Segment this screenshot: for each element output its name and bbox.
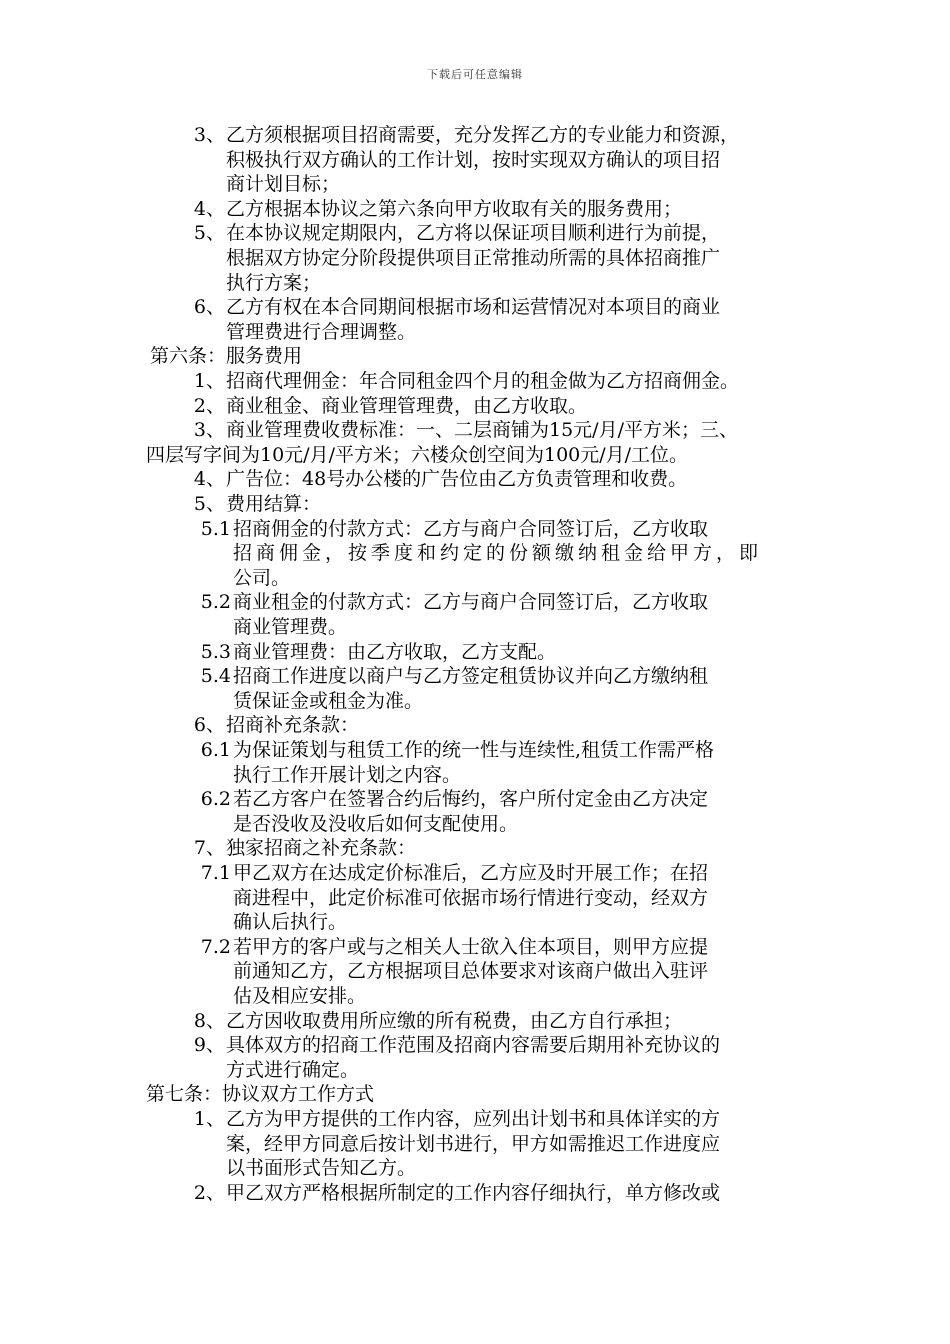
- sub-item-number: 5.1: [200, 517, 231, 540]
- paragraph-line: 招商工作进度以商户与乙方签定租赁协议并向乙方缴纳租: [233, 665, 709, 688]
- item-number: 3、: [193, 419, 225, 442]
- item-number: 2、: [193, 1181, 225, 1204]
- paragraph-line: 商业管理费：由乙方收取，乙方支配。: [233, 640, 557, 663]
- paragraph-line: 确认后执行。: [233, 911, 348, 934]
- paragraph-line: 招商补充条款：: [226, 714, 360, 737]
- item-number: 5、: [193, 493, 225, 515]
- paragraph-line: 独家招商之补充条款：: [226, 837, 417, 860]
- sub-item-number: 5.3: [200, 640, 231, 663]
- paragraph-line: 乙方有权在本合同期间根据市场和运营情况对本项目的商业: [226, 296, 721, 319]
- paragraph-line: 若乙方客户在签署合约后悔约，客户所付定金由乙方决定: [233, 788, 709, 811]
- paragraph-line: 执行工作开展计划之内容。: [233, 763, 462, 786]
- paragraph-line: 为保证策划与租赁工作的统一性与连续性,租赁工作需严格: [233, 739, 715, 761]
- paragraph-line: 广告位：48号办公楼的广告位由乙方负责管理和收费。: [226, 468, 688, 491]
- item-number: 9、: [193, 1034, 225, 1057]
- paragraph-line: 招商佣金，按季度和约定的份额缴纳租金给甲方，即: [233, 542, 763, 565]
- paragraph-line: 具体双方的招商工作范围及招商内容需要后期用补充协议的: [226, 1034, 721, 1057]
- sub-item-number: 7.2: [200, 935, 231, 958]
- sub-item-number: 6.1: [200, 739, 231, 761]
- section-heading: 第七条：协议双方工作方式: [146, 1083, 375, 1106]
- paragraph-line: 甲乙双方在达成定价标准后，乙方应及时开展工作；在招: [233, 862, 709, 884]
- paragraph-line: 商进程中，此定价标准可依据市场行情进行变动，经双方: [233, 886, 709, 909]
- paragraph-line: 管理费进行合理调整。: [226, 320, 417, 343]
- page-header: 下载后可任意编辑: [427, 68, 523, 81]
- paragraph-line: 是否没收及没收后如何支配使用。: [233, 812, 519, 835]
- paragraph-line: 商计划目标；: [226, 173, 341, 196]
- section-heading: 第六条：服务费用: [150, 345, 303, 368]
- paragraph-line: 乙方为甲方提供的工作内容，应列出计划书和具体详实的方: [226, 1108, 721, 1130]
- paragraph-line: 商业管理费收费标准：一、二层商铺为15元/月/平方米；三、: [226, 419, 738, 442]
- item-number: 1、: [193, 1108, 225, 1130]
- paragraph-line: 甲乙双方严格根据所制定的工作内容仔细执行，单方修改或: [226, 1181, 721, 1204]
- paragraph-line: 估及相应安排。: [233, 985, 367, 1007]
- sub-item-number: 6.2: [200, 788, 231, 811]
- item-number: 6、: [193, 714, 225, 737]
- item-number: 6、: [193, 296, 225, 319]
- paragraph-line: 以书面形式告知乙方。: [226, 1157, 417, 1180]
- paragraph-line: 赁保证金或租金为准。: [233, 689, 424, 712]
- paragraph-line: 乙方须根据项目招商需要，充分发挥乙方的专业能力和资源，: [226, 124, 740, 146]
- paragraph-line: 费用结算：: [226, 493, 322, 515]
- item-number: 2、: [193, 394, 225, 417]
- paragraph-line: 乙方因收取费用所应缴的所有税费，由乙方自行承担；: [226, 1009, 683, 1032]
- paragraph-line: 招商代理佣金：年合同租金四个月的租金做为乙方招商佣金。: [226, 370, 740, 392]
- item-number: 5、: [193, 222, 225, 245]
- paragraph-line: 若甲方的客户或与之相关人士欲入住本项目，则甲方应提: [233, 935, 709, 958]
- paragraph-line: 乙方根据本协议之第六条向甲方收取有关的服务费用；: [226, 197, 683, 220]
- paragraph-line: 公司。: [233, 566, 291, 589]
- paragraph-line: 前通知乙方，乙方根据项目总体要求对该商户做出入驻评: [233, 960, 709, 983]
- paragraph-line: 商业租金的付款方式：乙方与商户合同签订后，乙方收取: [233, 591, 709, 614]
- paragraph-line: 案，经甲方同意后按计划书进行，甲方如需推迟工作进度应: [226, 1132, 721, 1155]
- paragraph-line: 招商佣金的付款方式：乙方与商户合同签订后，乙方收取: [233, 517, 709, 540]
- paragraph-continuation: 四层写字间为10元/月/平方米；六楼众创空间为100元/月/工位。: [146, 443, 689, 466]
- paragraph-line: 根据双方协定分阶段提供项目正常推动所需的具体招商推广: [226, 247, 721, 269]
- sub-item-number: 5.4: [200, 665, 231, 688]
- sub-item-number: 5.2: [200, 591, 231, 614]
- paragraph-line: 商业管理费。: [233, 616, 348, 638]
- item-number: 3、: [193, 124, 225, 146]
- paragraph-line: 在本协议规定期限内，乙方将以保证项目顺利进行为前提，: [226, 222, 721, 245]
- item-number: 4、: [193, 468, 225, 491]
- paragraph-line: 积极执行双方确认的工作计划，按时实现双方确认的项目招: [226, 148, 721, 171]
- item-number: 1、: [193, 370, 225, 392]
- paragraph-line: 商业租金、商业管理管理费，由乙方收取。: [226, 394, 588, 417]
- sub-item-number: 7.1: [200, 862, 231, 884]
- item-number: 4、: [193, 197, 225, 220]
- item-number: 8、: [193, 1009, 225, 1032]
- paragraph-line: 方式进行确定。: [226, 1058, 360, 1081]
- paragraph-line: 执行方案；: [226, 271, 322, 294]
- item-number: 7、: [193, 837, 225, 860]
